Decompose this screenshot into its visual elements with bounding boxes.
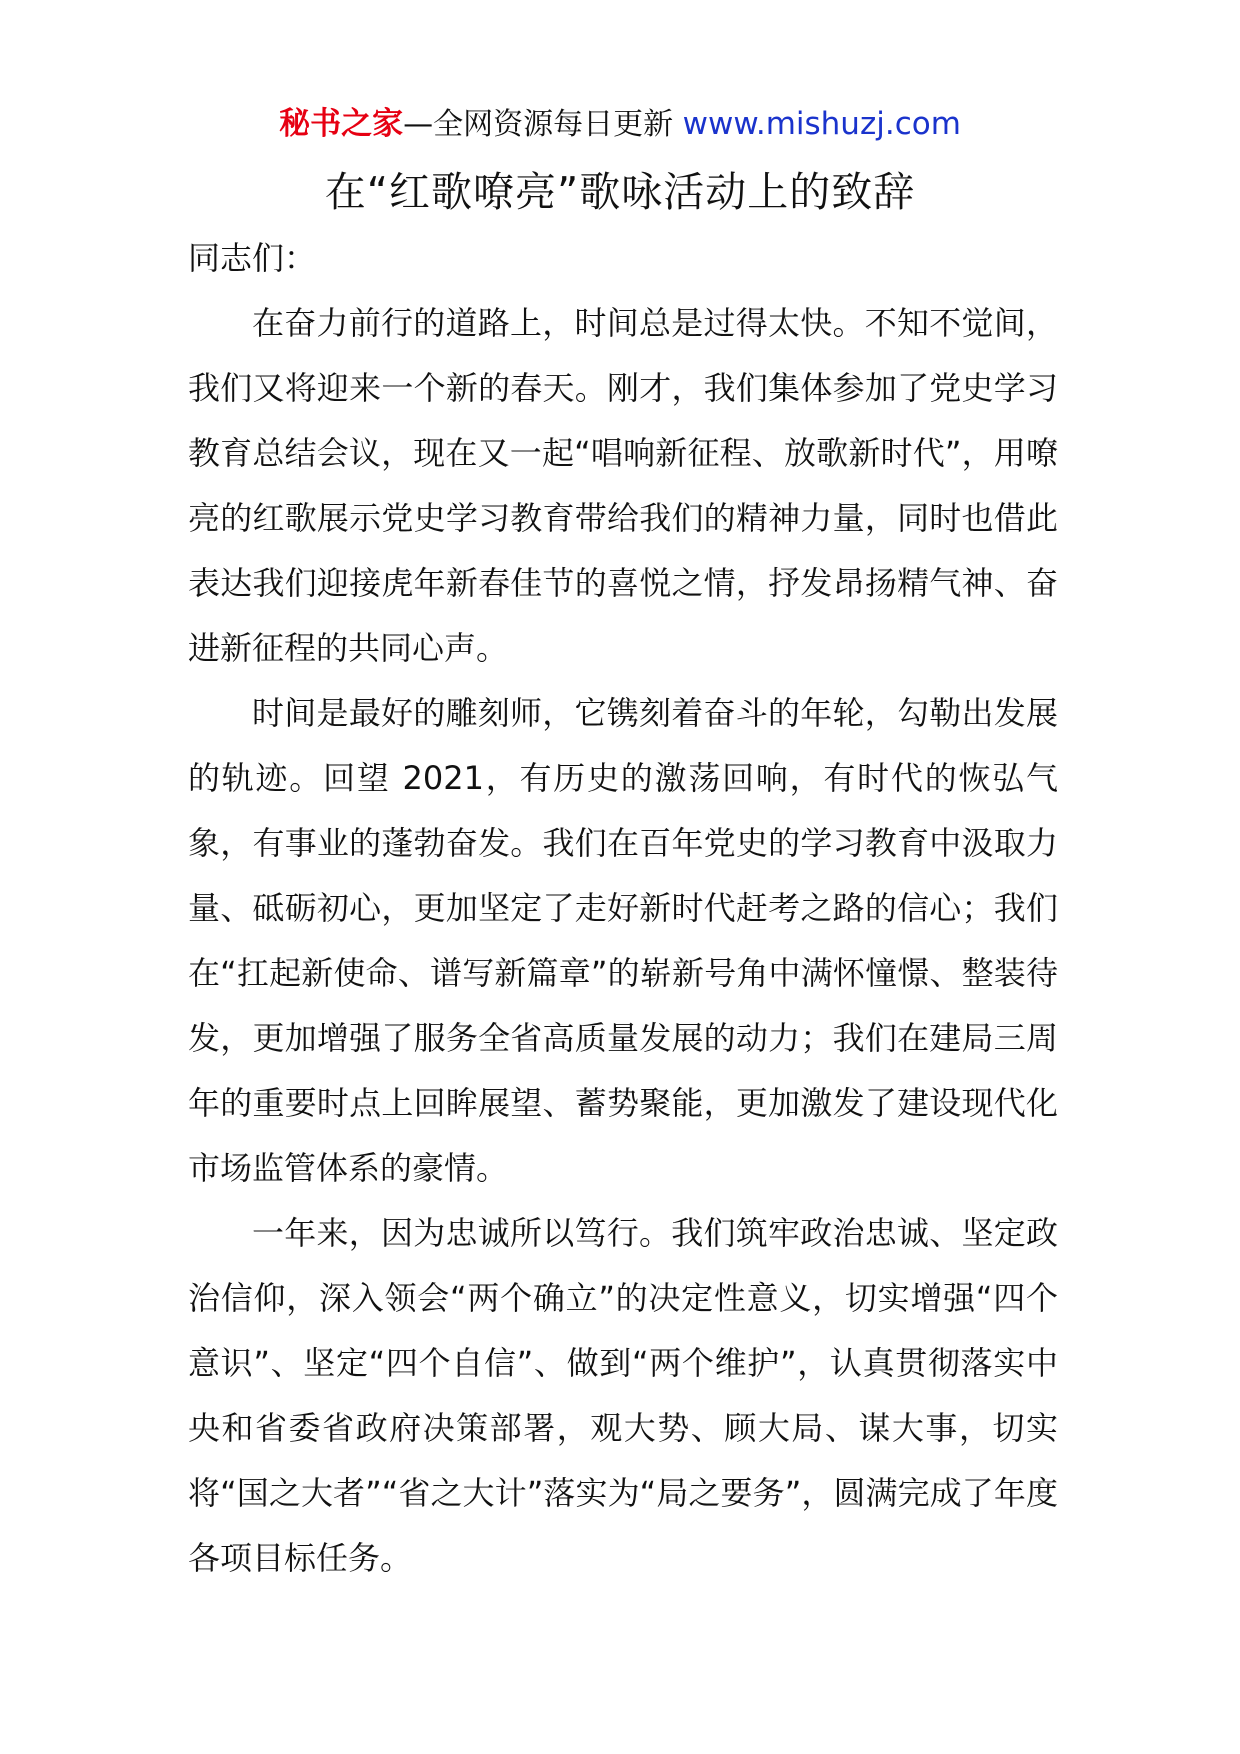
document-title: 在“红歌嘹亮”歌咏活动上的致辞 [324,168,916,216]
document-body [188,226,1058,1591]
paragraph-3: 一年来，因为忠诚所以笃行。我们筑牢政治忠诚、坚定政治信仰，深入领会“两个确立”的决定性意义，切实增强“四个意识”、坚定“四个自信”、做到“两个维护”，认真贯彻落实中央和省委省政府决策部署，观大势、顾大局、谋大事，切实将“国之大者”“省之大计”落实为“局之要务”，圆满完成了年度各项目标任务。 [188,1214,1058,1577]
paragraph-2: 时间是最好的雕刻师，它镌刻着奋斗的年轮，勾勒出发展的轨迹。回望 2021，有历史的激荡回响，有时代的恢弘气象，有事业的蓬勃奋发。我们在百年党史的学习教育中汲取力量、砥砺初心，更加坚定了走好新时代赶考之路的信心；我们在“扛起新使命、谱写新篇章”的崭新号角中满怀憧憬、整装待发，更加增强了服务全省高质量发展的动力；我们在建局三周年的重要时点上回眸展望、蓄势聚能，更加激发了建设现代化市场监管体系的豪情。 [188,694,1058,1187]
paragraph-1: 在奋力前行的道路上，时间总是过得太快。不知不觉间，我们又将迎来一个新的春天。刚才，我们集体参加了党史学习教育总结会议，现在又一起“唱响新征程、放歌新时代”，用嘹亮的红歌展示党史学习教育带给我们的精神力量，同时也借此表达我们迎接虎年新春佳节的喜悦之情，抒发昂扬精气神、奋进新征程的共同心声。 [188,304,1058,667]
brand-name: 秘书之家 [279,106,404,142]
site-header [0,102,1240,147]
site-url-link[interactable]: www.mishuzj.com [682,106,961,142]
header-slogan: —全网资源每日更新 [403,107,683,142]
salutation: 同志们： [188,239,317,277]
